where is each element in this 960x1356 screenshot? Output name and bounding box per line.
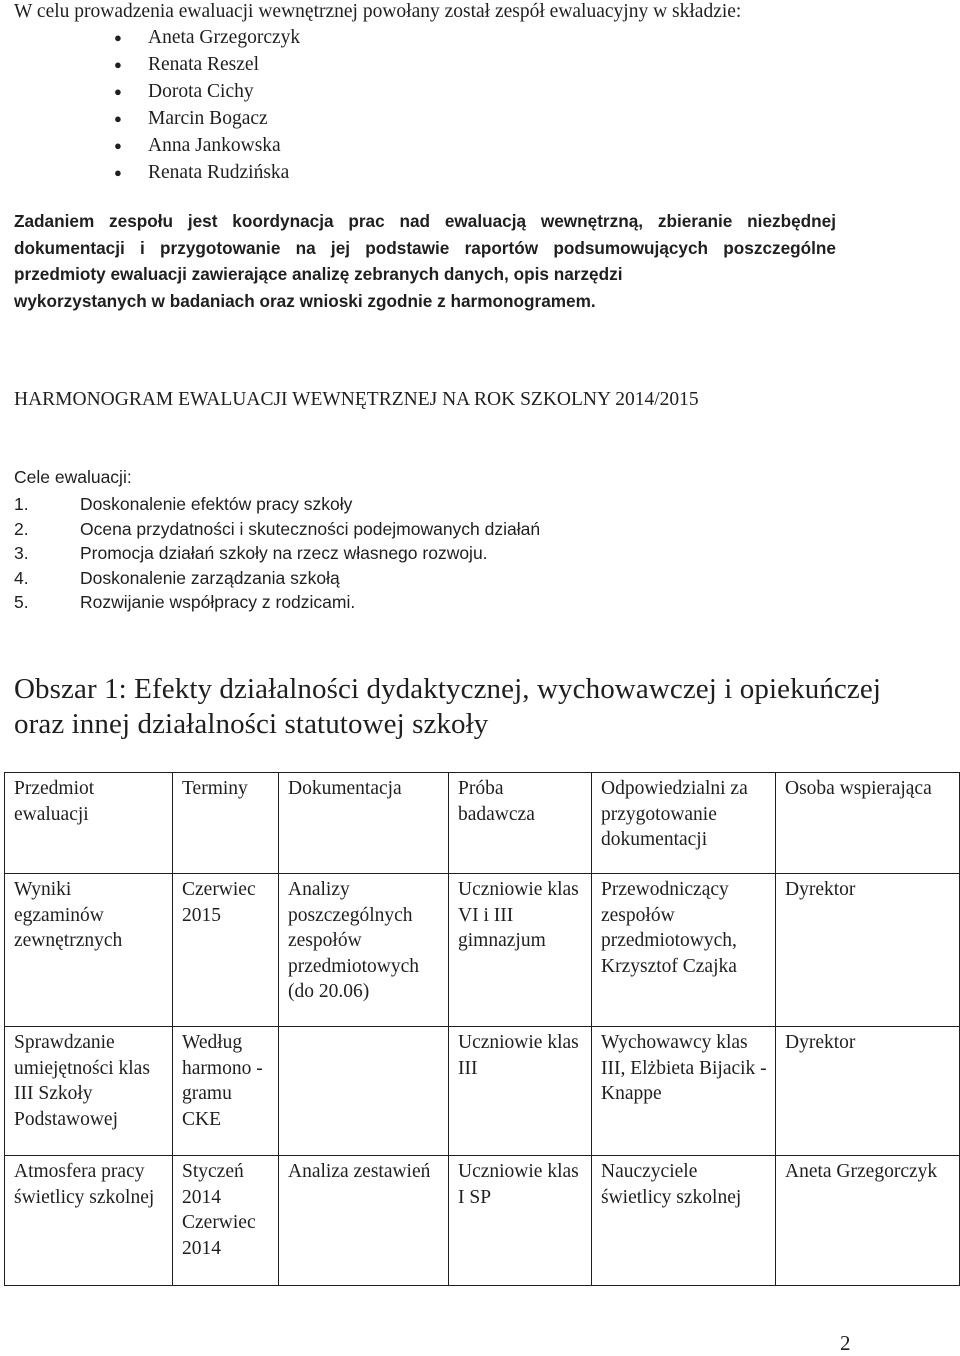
bullet-icon: ● [114,84,122,99]
bullet-icon: ● [114,165,122,180]
goal-number: 2. [14,518,29,539]
page-number: 2 [840,1331,851,1355]
goal-text: Doskonalenie efektów pracy szkoły [80,494,353,514]
table-cell: Analiza zestawień [279,1156,449,1286]
goal-text: Promocja działań szkoły na rzecz własnego rozwoju. [80,543,488,563]
bullet-icon: ● [114,30,122,45]
list-item: ● Renata Rudzińska [148,159,300,186]
table-header-row [5,773,960,874]
list-item [14,517,540,542]
list-item: ● Anna Jankowska [148,132,300,159]
bullet-icon: ● [114,111,122,126]
header-cell: Osoba wspierająca [776,773,960,874]
list-item: ● Aneta Grzegorczyk [148,24,300,51]
list-item [14,566,540,591]
table-cell: Wychowawcy klas III, Elżbieta Bijacik - Knappe [592,1027,776,1156]
table-cell: Dyrektor [776,874,960,1027]
list-item [14,541,540,566]
area-title: Obszar 1: Efekty działalności dydaktycznej, wychowawczej i opiekuńczej oraz innej działalności statutowej szkoły [14,673,881,740]
goal-number: 3. [14,543,29,563]
list-item [14,590,540,615]
task-last-line: wykorzystanych w badaniach oraz wnioski zgodnie z harmonogramem. [14,290,596,311]
list-item [14,492,540,517]
header-cell: Próba badawcza [449,773,592,874]
header-cell: Terminy [173,773,279,874]
table-row [5,1027,960,1156]
team-members-list [114,24,301,186]
bullet-icon: ● [114,57,122,72]
table-cell [279,1027,449,1156]
table-row [5,874,960,1027]
table-cell: Uczniowie klas III [449,1027,592,1156]
goal-number: 1. [14,494,29,514]
goals-title: Cele ewaluacji: [14,467,132,487]
header-cell: Przedmiot ewaluacji [5,773,173,874]
table-cell: Uczniowie klas VI i III gimnazjum [449,874,592,1027]
table-cell: Nauczyciele świetlicy szkolnej [592,1156,776,1286]
header-cell: Dokumentacja [279,773,449,874]
table-cell: Sprawdzanie umiejętności klas III Szkoły Podstawowej [5,1027,173,1156]
goal-number: 4. [14,567,29,588]
table-cell: Według harmono -gramu CKE [173,1027,279,1156]
goal-text: Rozwijanie współpracy z rodzicami. [80,592,356,612]
header-cell: Odpowiedzialni za przygotowanie dokumentacji [592,773,776,874]
evaluation-table [4,772,960,1286]
table-cell: Analizy poszczególnych zespołów przedmiotowych (do 20.06) [279,874,449,1027]
bullet-icon: ● [114,138,122,153]
table-cell: Czerwiec 2015 [173,874,279,1027]
list-item: ● Marcin Bogacz [148,105,300,132]
goal-text: Ocena przydatności i skuteczności podejmowanych działań [80,518,541,539]
table-cell: Atmosfera pracy świetlicy szkolnej [5,1156,173,1286]
goal-text: Doskonalenie zarządzania szkołą [80,567,340,588]
schedule-title: HARMONOGRAM EWALUACJI WEWNĘTRZNEJ NA ROK SZKOLNY 2014/2015 [14,389,699,410]
table-cell: Styczeń 2014 Czerwiec 2014 [173,1156,279,1286]
table-cell: Uczniowie klas I SP [449,1156,592,1286]
table-cell: Dyrektor [776,1027,960,1156]
intro-text: W celu prowadzenia ewaluacji wewnętrznej powołany został zespół ewaluacyjny w składzie: [14,1,742,22]
goals-list [14,492,540,615]
table-cell: Wyniki egzaminów zewnętrznych [5,874,173,1027]
task-paragraph [14,208,836,314]
table-row [5,1156,960,1286]
task-main-text: Zadaniem zespołu jest koordynacja prac nad ewaluacją wewnętrzną, zbieranie niezbędnej dokumentacji i przygotowanie na jej podstawie raportów podsumowujących poszczególne przedmioty ewaluacji zawierające analizę zebranych danych, opis narzędzi [14,211,836,284]
list-item: ● Dorota Cichy [148,78,300,105]
list-item: ● Renata Reszel [148,51,300,78]
goal-number: 5. [14,592,29,612]
table-cell: Przewodniczący zespołów przedmiotowych, Krzysztof Czajka [592,874,776,1027]
table-cell: Aneta Grzegorczyk [776,1156,960,1286]
